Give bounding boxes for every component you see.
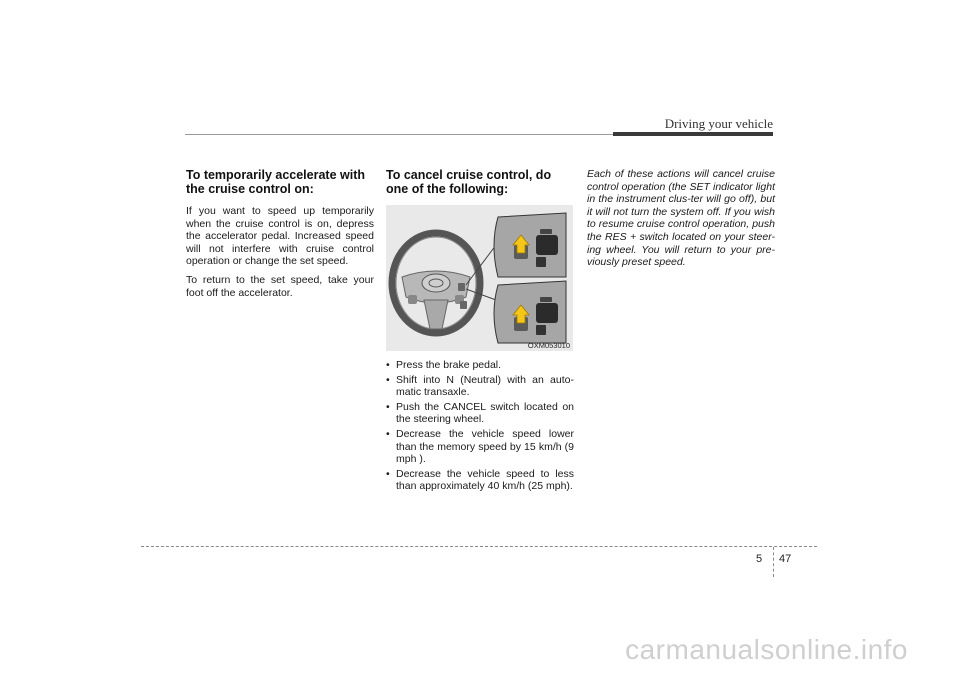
figure-code: OXM053010	[527, 341, 570, 350]
header-rule-accent	[613, 132, 773, 136]
list-item: • Decrease the vehicle speed to less than approximately 40 km/h (25 mph).	[386, 468, 574, 493]
column-cancel	[386, 168, 574, 495]
footer-rule	[141, 546, 817, 547]
list-item: • Shift into N (Neutral) with an auto-matic transaxle.	[386, 374, 574, 399]
accelerate-heading: To temporarily accelerate with the cruise control on:	[186, 168, 365, 196]
steering-wheel-icon	[392, 233, 480, 333]
accelerate-paragraph-1: If you want to speed up temporarily when the cruise control is on, depress the accelerator pedal. Increased speed will not interfere with cruise control operation or change the set speed.	[186, 205, 374, 268]
chapter-number: 5	[756, 553, 763, 565]
column-note	[587, 168, 775, 269]
switch-inset-upper-icon	[494, 213, 566, 277]
page-number: 47	[779, 553, 792, 565]
watermark: carmanualsonline.info	[625, 634, 908, 665]
accelerate-paragraph-2: To return to the set speed, take your foot off the accelerator.	[186, 273, 374, 299]
switch-inset-lower-icon	[494, 281, 566, 343]
list-item: • Push the CANCEL switch located on the steering wheel.	[386, 401, 574, 426]
cancel-note: Each of these actions will cancel cruise control operation (the SET indicator light in the instrument clus-ter will go off), but it will not turn the system off. If you wish to resume cruise control operation, push the RES + switch located on your steer-ing wheel. You will return to your pre-viously preset speed.	[587, 168, 775, 269]
steering-wheel-illustration	[386, 205, 573, 351]
cancel-heading: To cancel cruise control, do one of the following:	[386, 168, 552, 196]
cancel-methods-list	[386, 359, 574, 493]
column-accelerate	[186, 168, 374, 305]
steering-wheel-figure	[386, 205, 573, 351]
list-item: • Press the brake pedal.	[386, 359, 574, 372]
footer-separator	[773, 547, 774, 577]
list-item: • Decrease the vehicle speed lower than the memory speed by 15 km/h (9 mph ).	[386, 428, 574, 466]
header-title: Driving your vehicle	[664, 116, 773, 131]
